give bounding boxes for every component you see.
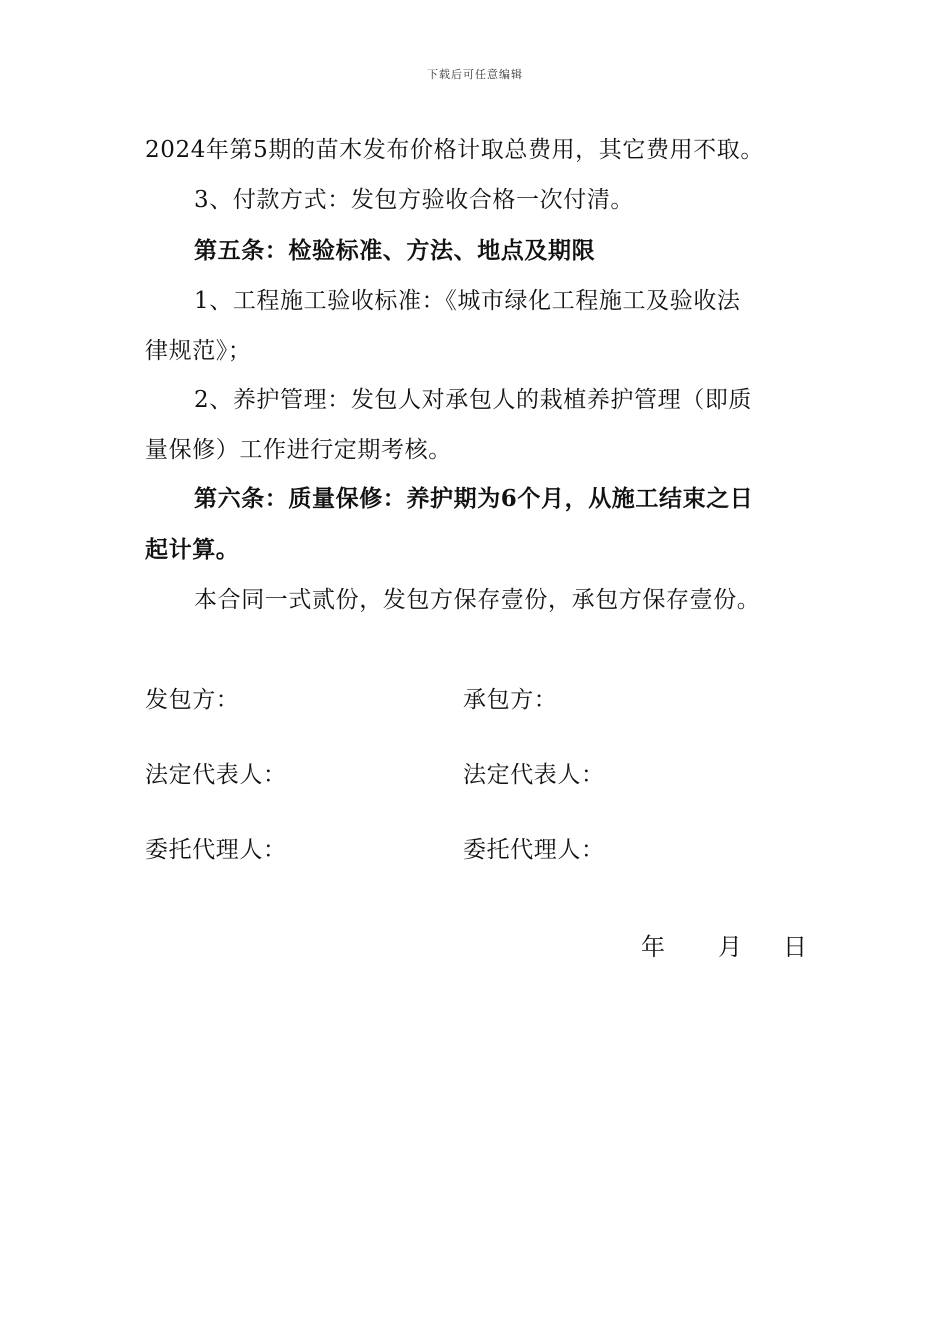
body-line-1: 2024年第5期的苗木发布价格计取总费用，其它费用不取。 <box>145 137 764 163</box>
body-line-6: 2、养护管理：发包人对承包人的栽植养护管理（即质 <box>194 387 753 413</box>
body-line-5: 律规范》； <box>145 338 252 364</box>
body-line-7: 量保修）工作进行定期考核。 <box>145 437 452 463</box>
section-6-heading-cont: 起计算。 <box>145 536 240 563</box>
agent-b-label: 委托代理人： <box>463 837 605 863</box>
party-b-label: 承包方： <box>463 687 558 713</box>
body-line-4: 1、工程施工验收标准：《城市绿化工程施工及验收法 <box>194 288 741 314</box>
page-header: 下载后可任意编辑 <box>427 68 523 81</box>
section-6-heading: 第六条：质量保修：养护期为6个月，从施工结束之日 <box>194 485 754 512</box>
date-day: 日 <box>783 933 807 961</box>
agent-a-label: 委托代理人： <box>145 837 287 863</box>
body-line-10: 本合同一式贰份，发包方保存壹份，承包方保存壹份。 <box>194 587 761 613</box>
section-5-heading: 第五条：检验标准、方法、地点及期限 <box>194 237 596 264</box>
party-a-label: 发包方： <box>145 687 240 713</box>
date-year: 年 <box>641 933 665 961</box>
legal-rep-b-label: 法定代表人： <box>463 762 605 788</box>
body-line-2: 3、付款方式：发包方验收合格一次付清。 <box>194 187 635 213</box>
date-month: 月 <box>718 933 742 961</box>
legal-rep-a-label: 法定代表人： <box>145 762 287 788</box>
